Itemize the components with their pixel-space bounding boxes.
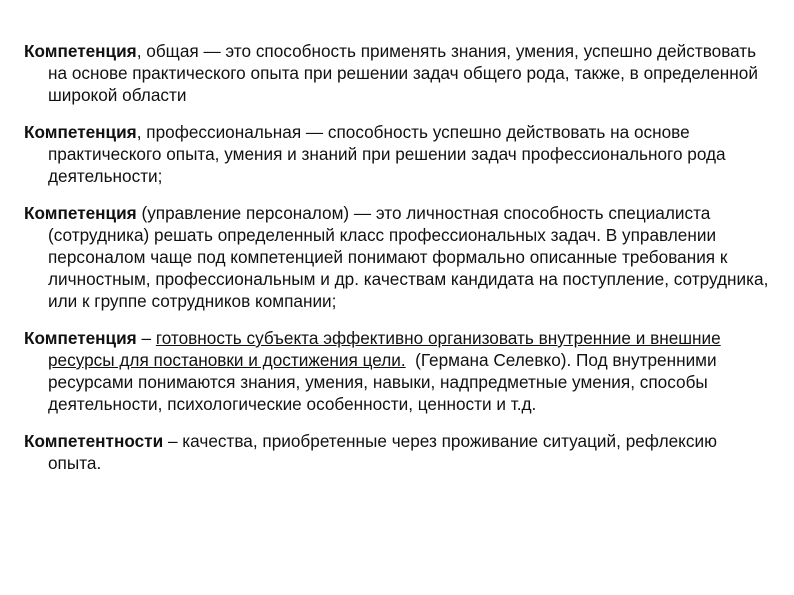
definition-professional-competence: [24, 121, 772, 187]
definition-text-after: (Германа Селевко). Под внутренними ресурсами понимаются знания, умения, навыки, надпредметные умения, способы деятельности, психологические особенности, ценности и т.д.: [48, 350, 722, 414]
definition-term: Компетенция: [24, 203, 137, 223]
definition-text: (управление персоналом) — это личностная способность специалиста (сотрудника) решать определенный класс профессиональных задач. В управлении персоналом чаще под компетенцией понимают формально описанные требования к личностным, профессиональным и др. качествам кандидата на поступление, сотрудника, или к группе сотрудников компании;: [48, 203, 769, 311]
definition-hr-competence: [24, 202, 772, 312]
definition-underlined-text: готовность субъекта эффективно организовать внутренние и внешние ресурсы для постановки и достижения цели.: [48, 328, 721, 370]
definition-term: Компетенция: [24, 328, 137, 348]
slide-content: [24, 40, 772, 489]
definition-text: , общая — это способность применять знания, умения, успешно действовать на основе практического опыта при решении задач общего рода, также, в определенной широкой области: [48, 41, 758, 105]
definition-text-before: –: [136, 328, 156, 348]
definition-text: – качества, приобретенные через проживание ситуаций, рефлексию опыта.: [48, 431, 717, 473]
definition-term: Компетентности: [24, 431, 164, 451]
definition-text: , профессиональная — способность успешно действовать на основе практического опыта, умения и знаний при решении задач профессионального рода деятельности;: [48, 122, 726, 186]
definition-competencies: [24, 430, 772, 474]
definition-term: Компетенция: [24, 122, 137, 142]
definition-term: Компетенция: [24, 41, 137, 61]
definition-selevko-competence: [24, 327, 772, 415]
definition-general-competence: [24, 40, 772, 106]
